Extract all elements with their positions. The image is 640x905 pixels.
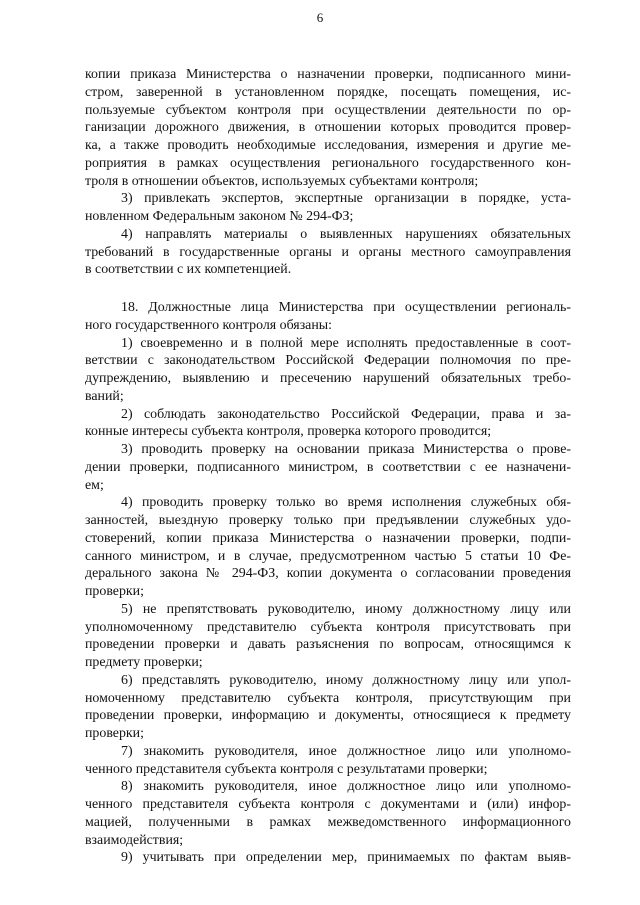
text-line: занностей, выездную проверку только при предъявлении служебных удо- <box>85 513 571 528</box>
text-line: ем; <box>85 477 104 493</box>
text-line: в соответствии с их компетенцией. <box>85 262 292 278</box>
text-line: 4) направлять материалы о выявленных нарушениях обязательных <box>121 226 571 242</box>
text-line: ваний; <box>85 388 124 404</box>
text-line: санного министром, и в случае, предусмотренном частью 5 статьи 10 Фе- <box>85 548 571 564</box>
text-line: проведении проверки и давать разъяснения по вопросам, относящимся к <box>85 637 571 653</box>
text-line: взаимодействия; <box>85 832 184 848</box>
text-line: стром, заверенной в установленном порядке, посещать помещения, ис- <box>85 84 571 100</box>
text-line: 6) представлять руководителю, иному должностному лицу или упол- <box>121 672 571 688</box>
text-line: 18. Должностные лица Министерства при осуществлении региональ- <box>121 300 571 315</box>
text-line: 3) привлекать экспертов, экспертные организации в порядке, уста- <box>121 191 571 207</box>
text-line: 1) своевременно и в полной мере исполнять предоставленные в соот- <box>121 335 571 351</box>
text-line: ветствии с законодательством Российской Федерации полномочия по пре- <box>85 353 571 369</box>
text-line: проверки; <box>85 726 144 741</box>
text-line: 5) не препятствовать руководителю, иному должностному лицу или <box>121 601 571 617</box>
text-line: новленном Федеральным законом № 294-ФЗ; <box>85 209 354 224</box>
text-line: дении проверки, подписанного министром, в соответствии с ее назначени- <box>85 459 571 475</box>
text-line: ного государственного контроля обязаны: <box>85 317 332 333</box>
text-line: дупреждению, выявлению и пресечению нарушений обязательных требо- <box>85 371 571 386</box>
text-line: дерального закона № 294-ФЗ, копии документа о согласовании проведения <box>85 566 571 582</box>
text-line: ка, а также проводить необходимые исследования, измерения и другие ме- <box>85 138 571 153</box>
text-line: 9) учитывать при определении мер, принимаемых по фактам выяв- <box>121 850 571 866</box>
text-line: предмету проверки; <box>85 655 203 670</box>
text-line: 2) соблюдать законодательство Российской Федерации, права и за- <box>121 406 571 422</box>
text-line: роприятия в рамках осуществления регионального государственного кон- <box>85 155 571 171</box>
text-line: ганизации дорожного движения, в отношении которых проводится провер- <box>85 120 571 136</box>
text-line: 7) знакомить руководителя, иное должностное лицо или уполномо- <box>121 743 571 759</box>
text-line: проведении проверки, информацию и документы, относящиеся к предмету <box>85 708 571 724</box>
text-line: уполномоченному представителю субъекта контроля присутствовать при <box>85 619 571 635</box>
text-line: 4) проводить проверку только во время исполнения служебных обя- <box>121 495 571 511</box>
text-line: требований в государственные органы и органы местного самоуправления <box>85 244 571 260</box>
text-line: троля в отношении объектов, используемых субъектами контроля; <box>85 173 479 189</box>
text-line: пользуемые субъектом контроля при осуществлении деятельности по ор- <box>85 102 571 118</box>
text-line: 8) знакомить руководителя, иное должностное лицо или уполномо- <box>121 779 571 795</box>
text-line: проверки; <box>85 584 144 599</box>
page-number: 6 <box>316 10 324 25</box>
text-line: ченного представителя субъекта контроля с документами и (или) инфор- <box>85 797 571 812</box>
text-line: мацией, полученными в рамках межведомственного информационного <box>85 814 571 830</box>
text-line: номоченному представителю субъекта контроля, присутствующим при <box>85 690 571 706</box>
text-line: конные интересы субъекта контроля, проверка которого проводится; <box>85 424 492 440</box>
text-line: ченного представителя субъекта контроля с результатами проверки; <box>85 761 488 777</box>
text-line: 3) проводить проверку на основании приказа Министерства о прове- <box>121 442 571 457</box>
text-line: стоверений, копии приказа Министерства о назначении проверки, подпи- <box>85 530 571 546</box>
text-line: копии приказа Министерства о назначении проверки, подписанного мини- <box>85 67 571 82</box>
